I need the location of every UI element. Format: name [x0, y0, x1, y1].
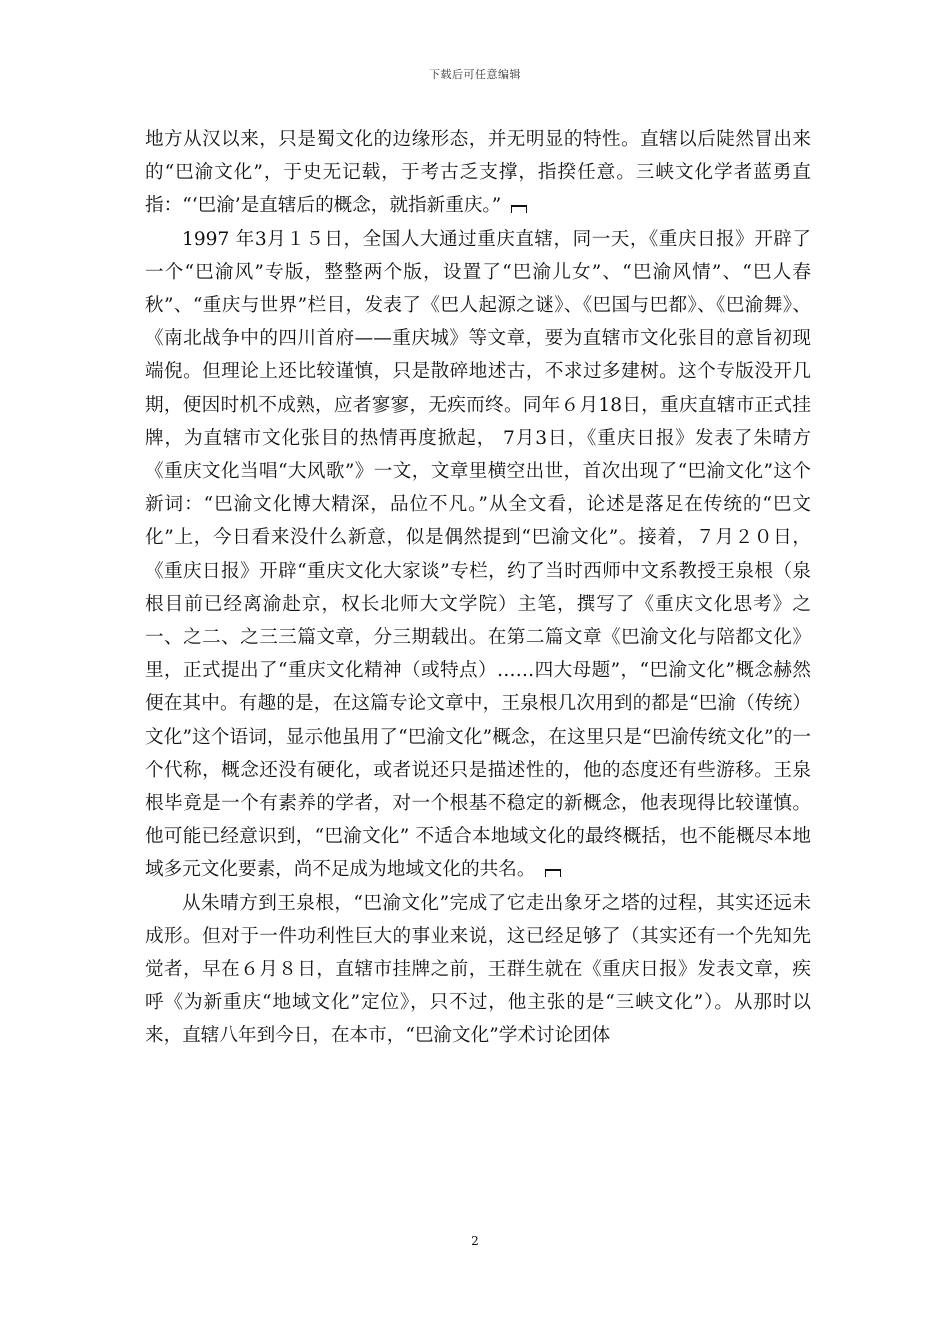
- paragraph-3-text: 从朱晴方到王泉根，“巴渝文化”完成了它走出象牙之塔的过程，其实还远未成形。但对于一件功利性巨大的事业来说，这已经足够了（其实还有一个先知先觉者，早在６月８日，直辖市挂牌之前，王群生就在《重庆日报》发表文章，疾呼《为新重庆“地域文化”定位》，只不过，他主张的是“三峡文化”）。从那时以来，直辖八年到今日，在本市，“巴渝文化”学术讨论团体: [145, 892, 811, 1047]
- note-mark-icon: [511, 205, 527, 213]
- note-mark-icon: [545, 869, 561, 877]
- paragraph-1-text: 地方从汉以来，只是蜀文化的边缘形态，并无明显的特性。直辖以后陡然冒出来的“巴渝文化”，于史无记载，于考古乏支撑，指揆任意。三峡文化学者蓝勇直指：“‘巴渝’是直辖后的概念，就指新重庆。”: [145, 129, 811, 217]
- document-body: [145, 123, 811, 1053]
- paragraph-1: [145, 123, 811, 223]
- page-number: 2: [471, 1234, 479, 1248]
- paragraph-2: [145, 223, 811, 887]
- paragraph-2-text: 1997 年3月１５日，全国人大通过重庆直辖，同一天，《重庆日报》开辟了一个“巴渝风”专版，整整两个版，设置了“巴渝儿女”、“巴渝风情”、“巴人春秋”、“重庆与世界”栏目，发表了《巴人起源之谜》、《巴国与巴都》、《巴渝舞》、《南北战争中的四川首府——重庆城》等文章，要为直辖市文化张目的意旨初现端倪。但理论上还比较谨慎，只是散碎地述古，不求过多建树。这个专版没开几期，便因时机不成熟，应者寥寥，无疾而终。同年６月18日，重庆直辖市正式挂牌，为直辖市文化张目的热情再度掀起， 7月3日，《重庆日报》发表了朱晴方《重庆文化当唱“大风歌”》一文，文章里横空出世，首次出现了“巴渝文化”这个新词：“巴渝文化博大精深，品位不凡。”从全文看，论述是落足在传统的“巴文化”上，今日看来没什么新意，似是偶然提到“巴渝文化”。接着，７月２０日，《重庆日报》开辟“重庆文化大家谈”专栏，约了当时西师中文系教授王泉根（泉根目前已经离渝赴京，权长北师大文学院）主笔，撰写了《重庆文化思考》之一、之二、之三三篇文章，分三期载出。在第二篇文章《巴渝文化与陪都文化》里，正式提出了“重庆文化精神（或特点）……四大母题”，“巴渝文化”概念赫然便在其中。有趣的是，在这篇专论文章中，王泉根几次用到的都是“巴渝（传统）文化”这个语词，显示他虽用了“巴渝文化”概念，在这里只是“巴渝传统文化”的一个代称，概念还没有硬化，或者说还只是描述性的，他的态度还有些游移。王泉根毕竟是一个有素养的学者，对一个根基不稳定的新概念，他表现得比较谨慎。他可能已经意识到，“巴渝文化” 不适合本地域文化的最终概括，也不能概尽本地域多元文化要素，尚不足成为地域文化的共名。: [145, 228, 811, 881]
- page-header: 下载后可任意编辑: [429, 68, 521, 81]
- paragraph-3: [145, 887, 811, 1053]
